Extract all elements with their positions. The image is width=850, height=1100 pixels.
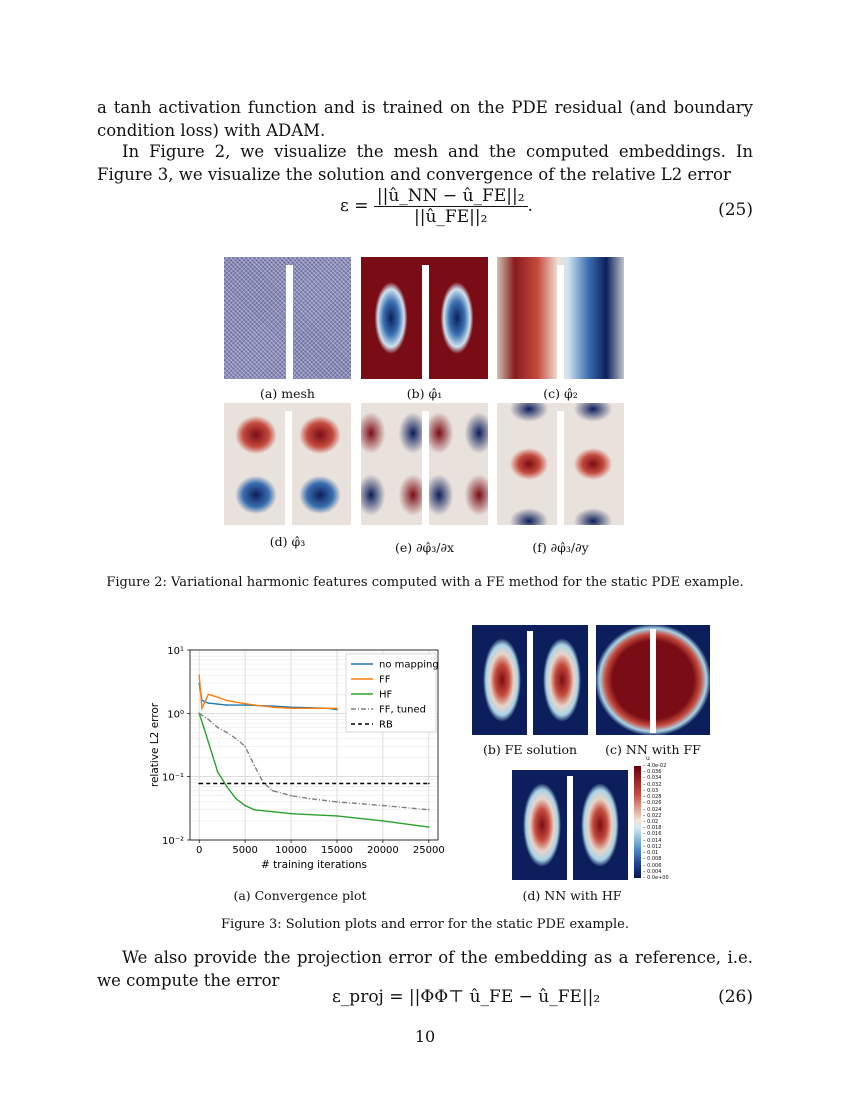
- paragraph-projection: We also provide the projection error of the embedding as a reference, i.e. we compute the error: [97, 948, 753, 990]
- caption-fig3b: (b) FE solution: [482, 742, 578, 757]
- colorbar-tick-label: – 0.004: [643, 868, 662, 875]
- data-point: [428, 809, 430, 811]
- phi3-image: [224, 403, 351, 525]
- dphi3-dy-image: [497, 403, 624, 525]
- colorbar-tick-label: – 0.02: [643, 819, 659, 825]
- legend-label: HF: [379, 689, 393, 701]
- data-point: [208, 693, 210, 695]
- data-point: [428, 783, 430, 785]
- colorbar-tick-label: – 0.008: [643, 856, 662, 863]
- data-point: [290, 813, 292, 815]
- data-point: [203, 727, 205, 729]
- colorbar-tick-label: – 0.0e+00: [643, 875, 669, 881]
- data-point: [226, 732, 228, 734]
- data-point: [382, 820, 384, 822]
- paragraph-figures: In Figure 2, we visualize the mesh and the computed embeddings. In Figure 3, we visualize the solution and convergence of the relative L2 error: [97, 142, 753, 184]
- data-point: [253, 765, 255, 767]
- phi1-image: [361, 257, 488, 379]
- data-point: [327, 708, 329, 710]
- x-tick-label: 15000: [321, 845, 353, 856]
- data-point: [244, 805, 246, 807]
- data-point: [226, 700, 228, 702]
- eq25-denominator: ||û_FE||₂: [414, 207, 488, 227]
- data-point: [235, 798, 237, 800]
- data-point: [217, 703, 219, 705]
- legend-label: no mapping: [379, 659, 439, 671]
- nn-ff-image: [596, 625, 710, 735]
- colorbar-tick-label: – 0.03: [643, 787, 659, 794]
- colorbar-tick-label: – 0.034: [643, 775, 662, 782]
- colorbar-tick-label: – 0.036: [643, 769, 662, 776]
- nn-hf-image: [512, 770, 628, 880]
- data-point: [309, 798, 311, 800]
- data-point: [290, 708, 292, 710]
- colorbar-tick-label: – 0.01: [643, 850, 659, 857]
- y-tick-label: 10⁰: [167, 709, 184, 721]
- colorbar-tick-label: – 0.026: [643, 800, 662, 807]
- convergence-chart: [140, 640, 456, 876]
- data-point: [201, 708, 203, 710]
- colorbar-tick-label: – 0.022: [643, 812, 662, 819]
- data-point: [244, 704, 246, 706]
- data-point: [198, 713, 200, 715]
- data-point: [336, 815, 338, 817]
- legend-label: FF: [379, 674, 391, 686]
- x-tick-label: 5000: [232, 845, 258, 856]
- data-point: [272, 790, 274, 792]
- caption-fig2a: (a) mesh: [260, 386, 315, 401]
- colorbar-tick-label: – 0.018: [643, 825, 662, 832]
- data-point: [208, 719, 210, 721]
- equation-25-tag: (25): [718, 200, 753, 220]
- colorbar-tick-label: – 0.014: [643, 837, 662, 844]
- phi2-image: [497, 257, 624, 379]
- y-tick-label: 10⁻¹: [161, 772, 184, 784]
- equation-25: ε = $\frac{\text{||û\_NN − û\_FE||₂}}{\text{||û\_FE||₂}}$ .: [340, 186, 533, 227]
- fe-solution-image: [472, 625, 588, 735]
- colorbar: [634, 755, 694, 885]
- data-point: [253, 704, 255, 706]
- data-point: [336, 801, 338, 803]
- dphi3-dx-image: [361, 403, 488, 525]
- caption-fig2d: (d) φ̂₃: [269, 534, 306, 549]
- equation-26-tag: (26): [718, 987, 753, 1007]
- x-axis-label: # training iterations: [261, 859, 367, 871]
- data-point: [198, 783, 200, 785]
- page-number: 10: [414, 1027, 436, 1046]
- mesh-image: [224, 257, 351, 379]
- data-point: [244, 746, 246, 748]
- colorbar-tick-label: – 4.0e-02: [643, 763, 667, 769]
- data-point: [235, 701, 237, 703]
- x-tick-label: 10000: [275, 845, 307, 856]
- data-point: [217, 727, 219, 729]
- series-ff: [199, 675, 337, 708]
- data-point: [226, 786, 228, 788]
- colorbar-tick-label: – 0.032: [643, 781, 662, 788]
- legend-label: FF, tuned: [379, 704, 426, 716]
- data-point: [198, 674, 200, 676]
- data-point: [272, 811, 274, 813]
- caption-fig2b: (b) φ̂₁: [406, 386, 443, 401]
- x-tick-label: 25000: [412, 845, 445, 856]
- series-no-mapping: [199, 683, 337, 709]
- data-point: [428, 826, 430, 828]
- legend-label: RB: [379, 719, 393, 731]
- colorbar-tick-label: – 0.016: [643, 831, 662, 838]
- colorbar-tick-label: – 0.012: [643, 843, 662, 850]
- y-axis-label: relative L2 error: [149, 702, 161, 788]
- data-point: [336, 708, 338, 710]
- colorbar-tick-label: – 0.006: [643, 862, 662, 869]
- figure-2-caption: Figure 2: Variational harmonic features computed with a FE method for the static PDE example.: [106, 575, 744, 590]
- data-point: [208, 741, 210, 743]
- eq25-lhs: ε =: [340, 196, 369, 216]
- data-point: [382, 805, 384, 807]
- caption-fig2e: (e) ∂φ̂₃/∂x: [394, 540, 455, 555]
- caption-fig2c: (c) φ̂₂: [543, 386, 578, 401]
- colorbar-tick-label: – 0.024: [643, 806, 662, 813]
- colorbar-tick-label: – 0.028: [643, 794, 662, 801]
- caption-fig3d: (d) NN with HF: [522, 888, 622, 903]
- colorbar-gradient: [634, 766, 641, 878]
- eq25-fraction: [374, 186, 528, 227]
- caption-fig3c: (c) NN with FF: [605, 742, 701, 757]
- data-point: [290, 795, 292, 797]
- data-point: [253, 809, 255, 811]
- data-point: [272, 706, 274, 708]
- figure-3-caption: Figure 3: Solution plots and error for the static PDE example.: [221, 917, 629, 932]
- data-point: [217, 696, 219, 698]
- data-point: [226, 704, 228, 706]
- y-tick-label: 10⁻²: [161, 836, 184, 847]
- colorbar-title: u: [646, 755, 650, 762]
- data-point: [235, 738, 237, 740]
- x-tick-label: 20000: [366, 845, 399, 856]
- x-tick-label: 0: [195, 845, 203, 856]
- caption-fig2f: (f) ∂φ̂₃/∂y: [532, 540, 589, 555]
- y-tick-label: 10¹: [167, 646, 184, 657]
- eq25-numerator: ||û_NN − û_FE||₂: [374, 186, 528, 207]
- data-point: [217, 771, 219, 773]
- caption-fig3a: (a) Convergence plot: [233, 888, 367, 903]
- paragraph-intro: a tanh activation function and is trained on the PDE residual (and boundary condition loss) with ADAM.: [97, 98, 753, 140]
- equation-26: ε_proj = ||ΦΦ⊤ û_FE − û_FE||₂: [332, 987, 601, 1007]
- data-point: [208, 702, 210, 704]
